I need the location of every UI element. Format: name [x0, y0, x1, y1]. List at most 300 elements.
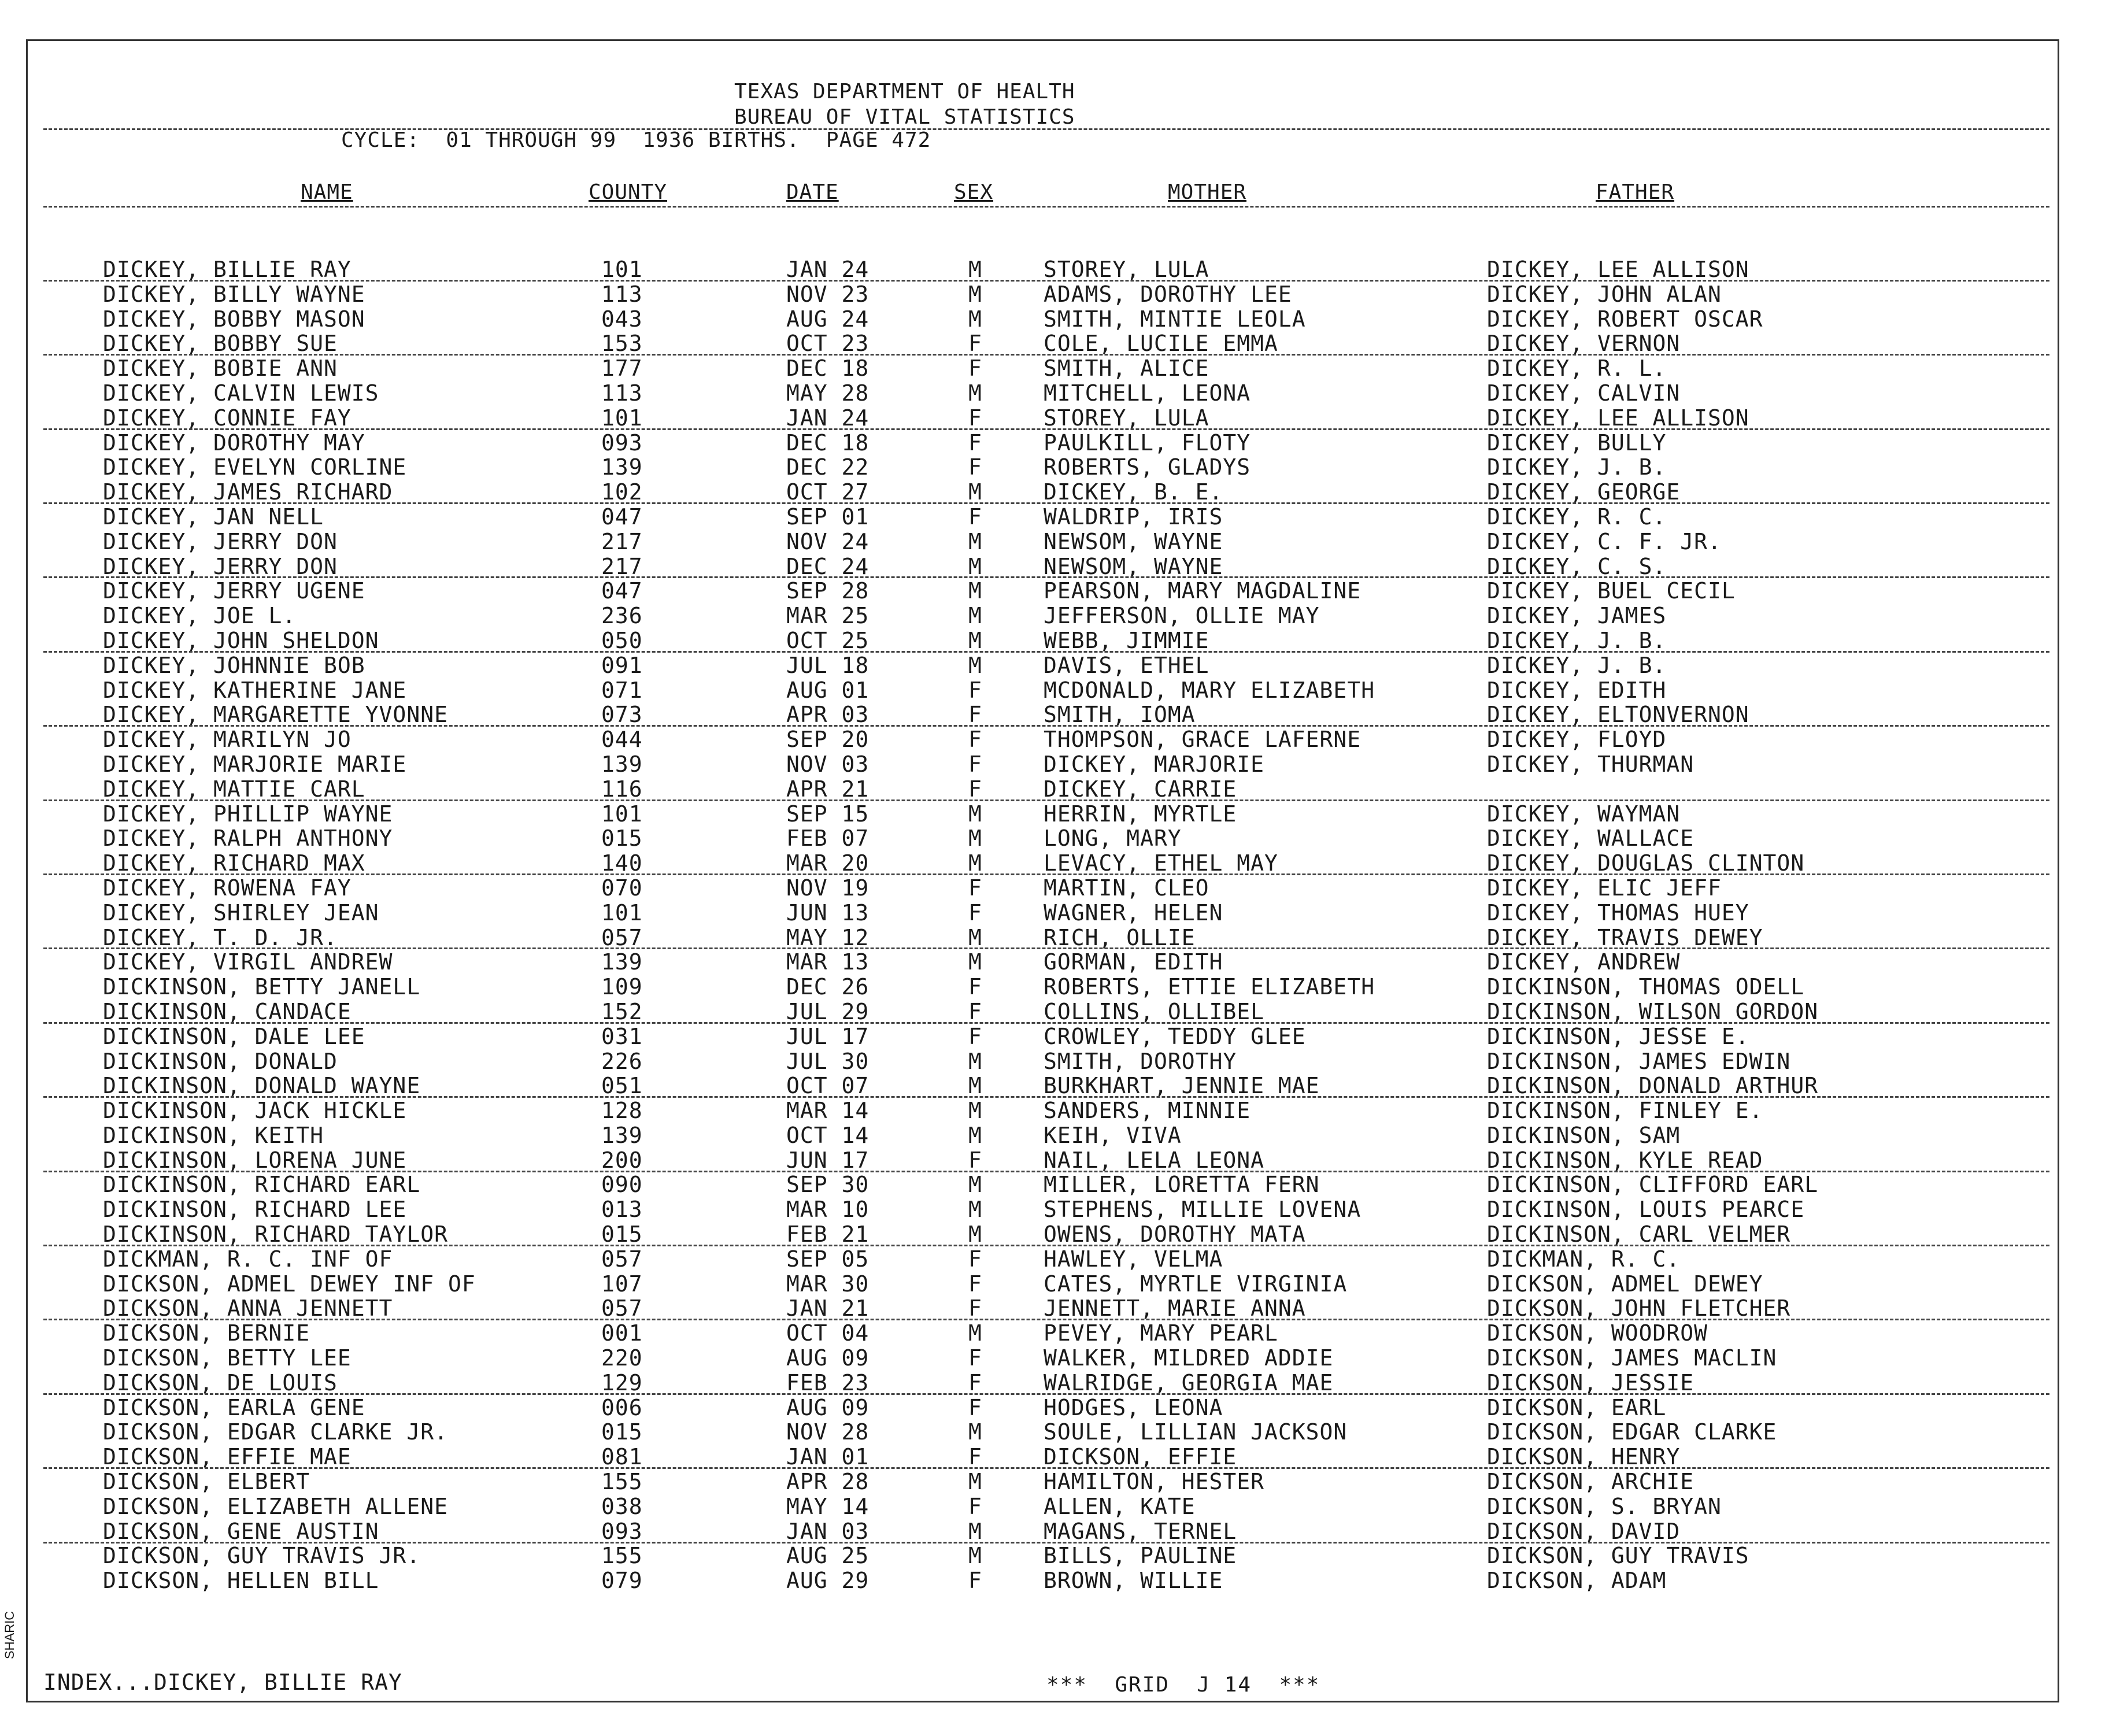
cell-sex: F — [968, 702, 982, 728]
table-row — [0, 901, 2120, 926]
cell-county: 129 — [601, 1369, 643, 1396]
cell-mother: DICKSON, EFFIE — [1044, 1444, 1237, 1470]
cell-father: DICKEY, LEE ALLISON — [1487, 257, 1749, 282]
cell-name: DICKEY, VIRGIL ANDREW — [103, 949, 393, 975]
cell-father: DICKEY, WAYMAN — [1487, 801, 1681, 827]
row-divider — [43, 799, 2049, 801]
cell-father: DICKINSON, CARL VELMER — [1487, 1222, 1791, 1248]
cell-date: APR 28 — [786, 1469, 870, 1495]
column-header-county: COUNTY — [589, 180, 668, 204]
cell-mother: SMITH, DOROTHY — [1044, 1048, 1237, 1074]
row-divider — [43, 1245, 2049, 1246]
table-row — [0, 678, 2120, 703]
cell-name: DICKEY, JAN NELL — [103, 504, 324, 530]
cell-county: 220 — [601, 1345, 643, 1371]
cell-name: DICKINSON, DONALD — [103, 1048, 338, 1074]
cell-sex: M — [968, 603, 982, 629]
cell-mother: GORMAN, EDITH — [1044, 949, 1223, 975]
cell-county: 031 — [601, 1023, 643, 1049]
cell-father: DICKSON, EARL — [1487, 1394, 1667, 1420]
row-divider — [43, 873, 2049, 875]
cell-father: DICKEY, WALLACE — [1487, 826, 1694, 852]
cell-county: 057 — [601, 1246, 643, 1272]
cell-date: DEC 18 — [786, 356, 870, 382]
cell-father: DICKSON, JAMES MACLIN — [1487, 1345, 1777, 1371]
cell-mother: MILLER, LORETTA FERN — [1044, 1172, 1320, 1198]
cell-mother: HERRIN, MYRTLE — [1044, 801, 1237, 827]
cell-county: 070 — [601, 875, 643, 901]
cell-date: MAY 28 — [786, 380, 870, 406]
cell-name: DICKSON, EARLA GENE — [103, 1394, 365, 1420]
cell-date: JUL 18 — [786, 652, 870, 678]
cell-sex: F — [968, 875, 982, 901]
cell-county: 155 — [601, 1469, 643, 1495]
table-row — [0, 752, 2120, 777]
cell-name: DICKEY, JERRY UGENE — [103, 578, 365, 604]
cell-date: DEC 26 — [786, 974, 870, 1000]
cell-county: 001 — [601, 1320, 643, 1346]
cell-date: JAN 03 — [786, 1518, 870, 1544]
cell-sex: F — [968, 727, 982, 753]
cell-mother: JENNETT, MARIE ANNA — [1044, 1295, 1306, 1322]
cell-father: DICKEY, JAMES — [1487, 603, 1667, 629]
cell-date: MAR 30 — [786, 1271, 870, 1297]
cell-name: DICKEY, JOHN SHELDON — [103, 627, 379, 653]
cell-county: 109 — [601, 974, 643, 1000]
cell-date: DEC 22 — [786, 454, 870, 480]
cell-sex: M — [968, 949, 982, 975]
table-row — [0, 1098, 2120, 1123]
cell-father: DICKEY, THURMAN — [1487, 751, 1694, 777]
table-row — [0, 926, 2120, 950]
cell-name: DICKEY, MARJORIE MARIE — [103, 751, 407, 777]
table-row — [0, 282, 2120, 307]
cell-name: DICKINSON, DALE LEE — [103, 1023, 365, 1049]
cell-father: DICKEY, TRAVIS DEWEY — [1487, 924, 1763, 950]
cell-sex: M — [968, 627, 982, 653]
row-divider — [43, 354, 2049, 356]
row-divider — [43, 947, 2049, 949]
cell-date: OCT 27 — [786, 479, 870, 505]
cell-mother: DAVIS, ETHEL — [1044, 652, 1209, 678]
cell-name: DICKEY, PHILLIP WAYNE — [103, 801, 393, 827]
row-divider — [43, 651, 2049, 653]
table-row — [0, 1000, 2120, 1024]
cell-sex: F — [968, 1394, 982, 1420]
cell-father: DICKEY, C. F. JR. — [1487, 528, 1722, 554]
cell-date: AUG 09 — [786, 1345, 870, 1371]
header-department: TEXAS DEPARTMENT OF HEALTH — [734, 80, 1075, 103]
cell-name: DICKSON, ELBERT — [103, 1469, 310, 1495]
cell-county: 047 — [601, 578, 643, 604]
cell-name: DICKINSON, CANDACE — [103, 998, 352, 1024]
cell-name: DICKEY, MATTIE CARL — [103, 776, 365, 802]
cell-name: DICKINSON, BETTY JANELL — [103, 974, 421, 1000]
cell-father: DICKSON, S. BRYAN — [1487, 1493, 1722, 1519]
cell-name: DICKEY, MARGARETTE YVONNE — [103, 702, 448, 728]
cell-county: 113 — [601, 281, 643, 307]
cell-date: NOV 24 — [786, 528, 870, 554]
cell-mother: COLLINS, OLLIBEL — [1044, 998, 1265, 1024]
cell-name: DICKSON, EFFIE MAE — [103, 1444, 352, 1470]
cell-name: DICKEY, BILLIE RAY — [103, 257, 352, 282]
cell-date: SEP 28 — [786, 578, 870, 604]
cell-name: DICKSON, GENE AUSTIN — [103, 1518, 379, 1544]
table-row — [0, 1568, 2120, 1593]
cell-mother: STOREY, LULA — [1044, 405, 1209, 431]
table-row — [0, 802, 2120, 827]
cell-date: FEB 07 — [786, 826, 870, 852]
cell-name: DICKEY, JOE L. — [103, 603, 297, 629]
cell-county: 217 — [601, 553, 643, 579]
cell-sex: F — [968, 430, 982, 456]
cell-sex: F — [968, 1246, 982, 1272]
header-bureau: BUREAU OF VITAL STATISTICS — [734, 105, 1075, 129]
column-header-name: NAME — [301, 180, 353, 204]
cell-father: DICKEY, ROBERT OSCAR — [1487, 306, 1763, 332]
cell-father: DICKSON, DAVID — [1487, 1518, 1681, 1544]
cell-father: DICKINSON, CLIFFORD EARL — [1487, 1172, 1819, 1198]
cell-mother: BURKHART, JENNIE MAE — [1044, 1073, 1320, 1099]
row-divider — [43, 1096, 2049, 1098]
table-row — [0, 307, 2120, 332]
cell-mother: THOMPSON, GRACE LAFERNE — [1044, 727, 1361, 753]
table-row — [0, 826, 2120, 851]
cell-name: DICKINSON, DONALD WAYNE — [103, 1073, 421, 1099]
cell-father: DICKEY, C. S. — [1487, 553, 1667, 579]
cell-county: 139 — [601, 751, 643, 777]
side-mark: SHARIC — [2, 1611, 17, 1659]
cell-county: 139 — [601, 454, 643, 480]
cell-name: DICKEY, RALPH ANTHONY — [103, 826, 393, 852]
cell-father: DICKINSON, WILSON GORDON — [1487, 998, 1819, 1024]
cell-mother: NEWSOM, WAYNE — [1044, 553, 1223, 579]
cell-mother: BILLS, PAULINE — [1044, 1543, 1237, 1569]
cell-name: DICKEY, JOHNNIE BOB — [103, 652, 365, 678]
cell-date: NOV 28 — [786, 1419, 870, 1445]
cell-father: DICKEY, J. B. — [1487, 627, 1667, 653]
column-header-divider — [43, 206, 2049, 208]
cell-date: NOV 19 — [786, 875, 870, 901]
cell-county: 093 — [601, 1518, 643, 1544]
cell-name: DICKEY, JERRY DON — [103, 553, 338, 579]
row-divider — [43, 502, 2049, 504]
cell-mother: SMITH, ALICE — [1044, 356, 1209, 382]
cell-date: OCT 14 — [786, 1122, 870, 1148]
cell-name: DICKINSON, KEITH — [103, 1122, 324, 1148]
cell-name: DICKEY, DOROTHY MAY — [103, 430, 365, 456]
table-row — [0, 257, 2120, 282]
cell-sex: M — [968, 1320, 982, 1346]
table-row — [0, 331, 2120, 356]
row-divider — [43, 280, 2049, 282]
table-row — [0, 777, 2120, 802]
table-row — [0, 1272, 2120, 1297]
cell-father: DICKSON, ADMEL DEWEY — [1487, 1271, 1763, 1297]
cell-county: 226 — [601, 1048, 643, 1074]
cell-sex: F — [968, 454, 982, 480]
cell-date: JAN 24 — [786, 257, 870, 282]
cell-county: 050 — [601, 627, 643, 653]
cell-mother: HAMILTON, HESTER — [1044, 1469, 1265, 1495]
cell-father: DICKSON, JOHN FLETCHER — [1487, 1295, 1791, 1322]
cell-sex: M — [968, 578, 982, 604]
table-row — [0, 1371, 2120, 1396]
table-row — [0, 480, 2120, 505]
cell-sex: F — [968, 1444, 982, 1470]
cell-sex: M — [968, 924, 982, 950]
cell-county: 101 — [601, 405, 643, 431]
column-header-sex: SEX — [954, 180, 994, 204]
column-header-date: DATE — [786, 180, 839, 204]
cell-mother: RICH, OLLIE — [1044, 924, 1196, 950]
cell-name: DICKEY, CALVIN LEWIS — [103, 380, 379, 406]
cell-date: MAR 10 — [786, 1197, 870, 1223]
cell-father: DICKEY, BUEL CECIL — [1487, 578, 1736, 604]
cell-sex: M — [968, 1543, 982, 1569]
cell-county: 013 — [601, 1197, 643, 1223]
table-row — [0, 851, 2120, 876]
cell-father: DICKINSON, SAM — [1487, 1122, 1681, 1148]
cell-name: DICKSON, HELLEN BILL — [103, 1568, 379, 1594]
table-row — [0, 1247, 2120, 1272]
cell-sex: F — [968, 974, 982, 1000]
cell-county: 217 — [601, 528, 643, 554]
cell-father: DICKINSON, FINLEY E. — [1487, 1098, 1763, 1124]
table-row — [0, 876, 2120, 901]
cell-sex: M — [968, 1419, 982, 1445]
cell-mother: ROBERTS, ETTIE ELIZABETH — [1044, 974, 1375, 1000]
cell-date: OCT 23 — [786, 331, 870, 357]
cell-sex: F — [968, 504, 982, 530]
cell-father: DICKSON, JESSIE — [1487, 1369, 1694, 1396]
cell-father: DICKSON, HENRY — [1487, 1444, 1681, 1470]
cell-sex: F — [968, 1345, 982, 1371]
cell-date: AUG 01 — [786, 677, 870, 703]
cell-date: JUN 13 — [786, 900, 870, 926]
cell-name: DICKSON, GUY TRAVIS JR. — [103, 1543, 421, 1569]
cell-name: DICKSON, ANNA JENNETT — [103, 1295, 393, 1322]
cell-mother: DICKEY, B. E. — [1044, 479, 1223, 505]
cell-county: 152 — [601, 998, 643, 1024]
cell-father: DICKEY, VERNON — [1487, 331, 1681, 357]
cell-father: DICKSON, EDGAR CLARKE — [1487, 1419, 1777, 1445]
cell-sex: M — [968, 826, 982, 852]
cell-mother: CROWLEY, TEDDY GLEE — [1044, 1023, 1306, 1049]
cell-father: DICKEY, ELIC JEFF — [1487, 875, 1722, 901]
cell-sex: F — [968, 1271, 982, 1297]
cell-sex: F — [968, 356, 982, 382]
cell-county: 071 — [601, 677, 643, 703]
cell-father: DICKEY, DOUGLAS CLINTON — [1487, 850, 1805, 876]
table-row — [0, 406, 2120, 431]
cell-mother: HODGES, LEONA — [1044, 1394, 1223, 1420]
cell-father: DICKEY, J. B. — [1487, 454, 1667, 480]
cell-father: DICKEY, THOMAS HUEY — [1487, 900, 1749, 926]
cell-name: DICKEY, BOBBY MASON — [103, 306, 365, 332]
table-row — [0, 950, 2120, 975]
table-row — [0, 1172, 2120, 1197]
cell-father: DICKSON, WOODROW — [1487, 1320, 1708, 1346]
table-row — [0, 1519, 2120, 1544]
cell-name: DICKSON, EDGAR CLARKE JR. — [103, 1419, 448, 1445]
cell-mother: KEIH, VIVA — [1044, 1122, 1182, 1148]
cell-date: JUL 29 — [786, 998, 870, 1024]
cell-sex: F — [968, 776, 982, 802]
cell-father: DICKSON, GUY TRAVIS — [1487, 1543, 1749, 1569]
cell-name: DICKSON, BERNIE — [103, 1320, 310, 1346]
table-row — [0, 653, 2120, 678]
cell-county: 155 — [601, 1543, 643, 1569]
table-row — [0, 505, 2120, 530]
cell-date: OCT 04 — [786, 1320, 870, 1346]
cell-name: DICKEY, CONNIE FAY — [103, 405, 352, 431]
cell-county: 044 — [601, 727, 643, 753]
cell-sex: M — [968, 1122, 982, 1148]
cell-name: DICKEY, ROWENA FAY — [103, 875, 352, 901]
cell-father: DICKEY, CALVIN — [1487, 380, 1681, 406]
cell-name: DICKEY, BOBBY SUE — [103, 331, 338, 357]
cell-mother: PEARSON, MARY MAGDALINE — [1044, 578, 1361, 604]
column-header-mother: MOTHER — [1168, 180, 1247, 204]
cell-father: DICKEY, GEORGE — [1487, 479, 1681, 505]
cell-date: JUL 17 — [786, 1023, 870, 1049]
cell-father: DICKINSON, LOUIS PEARCE — [1487, 1197, 1805, 1223]
cell-name: DICKEY, BILLY WAYNE — [103, 281, 365, 307]
cell-date: MAY 14 — [786, 1493, 870, 1519]
table-row — [0, 1321, 2120, 1346]
cell-date: APR 03 — [786, 702, 870, 728]
cell-date: JUN 17 — [786, 1147, 870, 1173]
cell-father: DICKINSON, JAMES EDWIN — [1487, 1048, 1791, 1074]
cell-sex: M — [968, 1172, 982, 1198]
table-row — [0, 702, 2120, 727]
cell-sex: F — [968, 405, 982, 431]
table-row — [0, 604, 2120, 628]
cell-mother: ALLEN, KATE — [1044, 1493, 1196, 1519]
cell-mother: WALKER, MILDRED ADDIE — [1044, 1345, 1334, 1371]
table-row — [0, 381, 2120, 406]
cell-date: MAR 14 — [786, 1098, 870, 1124]
cell-sex: M — [968, 257, 982, 282]
cell-date: MAR 13 — [786, 949, 870, 975]
row-divider — [43, 725, 2049, 727]
cell-county: 107 — [601, 1271, 643, 1297]
cell-sex: M — [968, 1518, 982, 1544]
cell-sex: F — [968, 998, 982, 1024]
cell-father: DICKEY, EDITH — [1487, 677, 1667, 703]
row-divider — [43, 1171, 2049, 1172]
cycle-line: CYCLE: 01 THROUGH 99 1936 BIRTHS. PAGE 472 — [341, 128, 931, 152]
cell-sex: M — [968, 553, 982, 579]
cell-date: SEP 05 — [786, 1246, 870, 1272]
cell-mother: LEVACY, ETHEL MAY — [1044, 850, 1278, 876]
cell-father: DICKINSON, KYLE READ — [1487, 1147, 1763, 1173]
cell-county: 047 — [601, 504, 643, 530]
cell-sex: M — [968, 380, 982, 406]
cell-sex: F — [968, 900, 982, 926]
cell-county: 081 — [601, 1444, 643, 1470]
cell-father: DICKMAN, R. C. — [1487, 1246, 1681, 1272]
cell-date: NOV 03 — [786, 751, 870, 777]
cell-name: DICKEY, SHIRLEY JEAN — [103, 900, 379, 926]
cell-county: 073 — [601, 702, 643, 728]
table-row — [0, 727, 2120, 752]
table-row — [0, 1396, 2120, 1420]
table-row — [0, 1222, 2120, 1247]
cell-county: 153 — [601, 331, 643, 357]
cell-sex: M — [968, 528, 982, 554]
cell-name: DICKINSON, JACK HICKLE — [103, 1098, 407, 1124]
row-divider — [43, 1319, 2049, 1320]
cell-name: DICKEY, MARILYN JO — [103, 727, 352, 753]
cell-mother: WAGNER, HELEN — [1044, 900, 1223, 926]
cell-mother: WEBB, JIMMIE — [1044, 627, 1209, 653]
table-row — [0, 1470, 2120, 1494]
cell-date: AUG 25 — [786, 1543, 870, 1569]
cell-county: 051 — [601, 1073, 643, 1099]
table-row — [0, 628, 2120, 653]
cell-date: NOV 23 — [786, 281, 870, 307]
cell-sex: F — [968, 1568, 982, 1594]
column-header-father: FATHER — [1596, 180, 1675, 204]
cell-name: DICKEY, BOBIE ANN — [103, 356, 338, 382]
table-row — [0, 554, 2120, 579]
cell-mother: MITCHELL, LEONA — [1044, 380, 1251, 406]
cell-mother: HAWLEY, VELMA — [1044, 1246, 1223, 1272]
cell-county: 015 — [601, 1419, 643, 1445]
cell-county: 102 — [601, 479, 643, 505]
cell-date: JAN 24 — [786, 405, 870, 431]
cell-date: FEB 23 — [786, 1369, 870, 1396]
cell-father: DICKEY, BULLY — [1487, 430, 1667, 456]
row-divider — [43, 1022, 2049, 1024]
cell-name: DICKSON, ELIZABETH ALLENE — [103, 1493, 448, 1519]
cell-county: 015 — [601, 826, 643, 852]
cell-county: 140 — [601, 850, 643, 876]
row-divider — [43, 1542, 2049, 1543]
cell-name: DICKSON, ADMEL DEWEY INF OF — [103, 1271, 476, 1297]
cell-county: 139 — [601, 949, 643, 975]
table-row — [0, 1148, 2120, 1173]
cell-mother: WALRIDGE, GEORGIA MAE — [1044, 1369, 1334, 1396]
cell-county: 093 — [601, 430, 643, 456]
cell-date: SEP 30 — [786, 1172, 870, 1198]
cell-name: DICKINSON, LORENA JUNE — [103, 1147, 407, 1173]
table-row — [0, 1346, 2120, 1371]
row-divider — [43, 1467, 2049, 1469]
table-row — [0, 1494, 2120, 1519]
cell-father: DICKEY, JOHN ALAN — [1487, 281, 1722, 307]
cell-county: 057 — [601, 924, 643, 950]
cell-date: MAR 25 — [786, 603, 870, 629]
row-divider — [43, 428, 2049, 430]
cell-county: 113 — [601, 380, 643, 406]
cell-date: AUG 24 — [786, 306, 870, 332]
cell-mother: SMITH, MINTIE LEOLA — [1044, 306, 1306, 332]
cell-name: DICKEY, RICHARD MAX — [103, 850, 365, 876]
cell-name: DICKINSON, RICHARD EARL — [103, 1172, 421, 1198]
table-row — [0, 1543, 2120, 1568]
table-row — [0, 1024, 2120, 1049]
cell-name: DICKEY, JAMES RICHARD — [103, 479, 393, 505]
cell-county: 101 — [601, 257, 643, 282]
cell-mother: SOULE, LILLIAN JACKSON — [1044, 1419, 1348, 1445]
cell-sex: M — [968, 306, 982, 332]
table-row — [0, 1445, 2120, 1470]
cell-father: DICKEY, R. C. — [1487, 504, 1667, 530]
cell-name: DICKINSON, RICHARD TAYLOR — [103, 1222, 448, 1248]
